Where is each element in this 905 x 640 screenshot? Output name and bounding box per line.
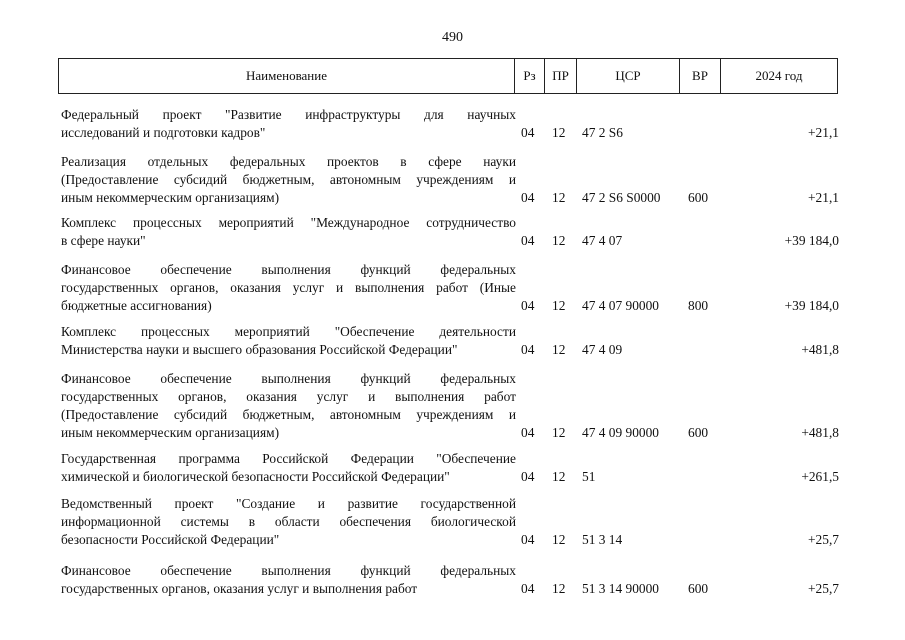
row-csr: 51 — [582, 469, 596, 484]
row-vr: 600 — [688, 425, 709, 440]
row-rz: 04 — [521, 190, 535, 205]
row-name — [61, 450, 516, 486]
row-rz: 04 — [521, 581, 535, 596]
row-pr: 12 — [552, 190, 566, 205]
row-rz: 04 — [521, 298, 535, 313]
row-rz: 04 — [521, 125, 535, 140]
row-name — [61, 214, 516, 250]
row-name-line: Министерства науки и высшего образования Российской Федерации" — [61, 342, 458, 357]
row-name-line: Комплекс процессных мероприятий "Обеспечение деятельности — [61, 324, 516, 339]
row-amount: +25,7 — [808, 532, 839, 547]
row-pr: 12 — [552, 125, 566, 140]
row-name-line: иным некоммерческим организациям) — [61, 190, 280, 205]
row-csr: 47 2 S6 — [582, 125, 623, 140]
row-amount: +481,8 — [801, 342, 839, 357]
row-name — [61, 495, 516, 549]
row-pr: 12 — [552, 233, 566, 248]
row-rz: 04 — [521, 342, 535, 357]
row-vr: 600 — [688, 581, 709, 596]
row-amount: +261,5 — [801, 469, 839, 484]
page-number: 490 — [442, 30, 463, 45]
row-amount: +481,8 — [801, 425, 839, 440]
row-name-line: Федеральный проект "Развитие инфраструктуры для научных — [61, 107, 516, 122]
row-name-line: государственных органов, оказания услуг и выполнения работ — [61, 581, 418, 596]
row-name-line: Реализация отдельных федеральных проектов в сфере науки — [61, 154, 516, 169]
row-csr: 47 4 09 90000 — [582, 425, 659, 440]
row-name-line: исследований и подготовки кадров" — [61, 125, 266, 140]
row-csr: 47 2 S6 S0000 — [582, 190, 661, 205]
row-name — [61, 261, 516, 315]
header-pr: ПР — [545, 59, 577, 94]
row-amount: +21,1 — [808, 125, 839, 140]
header-vr: ВР — [680, 59, 721, 94]
row-pr: 12 — [552, 581, 566, 596]
row-rz: 04 — [521, 469, 535, 484]
row-pr: 12 — [552, 298, 566, 313]
row-vr: 600 — [688, 190, 709, 205]
row-name — [61, 562, 516, 598]
row-rz: 04 — [521, 233, 535, 248]
row-name-line: Финансовое обеспечение выполнения функций федеральных — [61, 371, 516, 386]
row-name-line: Государственная программа Российской Федерации "Обеспечение — [61, 451, 516, 466]
row-name-line: химической и биологической безопасности Российской Федерации" — [61, 469, 450, 484]
row-name-line: Финансовое обеспечение выполнения функций федеральных — [61, 262, 516, 277]
row-csr: 47 4 09 — [582, 342, 623, 357]
row-csr: 47 4 07 — [582, 233, 623, 248]
row-name — [61, 323, 516, 359]
header-rz: Рз — [515, 59, 545, 94]
header-year: 2024 год — [721, 59, 838, 94]
row-name-line: иным некоммерческим организациям) — [61, 425, 280, 440]
row-amount: +39 184,0 — [784, 233, 839, 248]
row-amount: +21,1 — [808, 190, 839, 205]
row-pr: 12 — [552, 342, 566, 357]
row-csr: 47 4 07 90000 — [582, 298, 659, 313]
row-name — [61, 106, 516, 142]
row-name-line: государственных органов, оказания услуг и выполнения работ (Иные — [61, 280, 516, 295]
row-name-line: в сфере науки" — [61, 233, 146, 248]
header-name: Наименование — [59, 59, 515, 94]
row-pr: 12 — [552, 425, 566, 440]
row-name-line: безопасности Российской Федерации" — [61, 532, 280, 547]
row-name-line: бюджетные ассигнования) — [61, 298, 212, 313]
row-amount: +39 184,0 — [784, 298, 839, 313]
row-amount: +25,7 — [808, 581, 839, 596]
row-name-line: Комплекс процессных мероприятий "Международное сотрудничество — [61, 215, 516, 230]
row-name — [61, 153, 516, 207]
row-csr: 51 3 14 90000 — [582, 581, 659, 596]
row-name-line: (Предоставление субсидий бюджетным, автономным учреждениям и — [61, 172, 516, 187]
row-name-line: (Предоставление субсидий бюджетным, автономным учреждениям и — [61, 407, 516, 422]
row-pr: 12 — [552, 532, 566, 547]
row-name-line: информационной системы в области обеспечения биологической — [61, 514, 516, 529]
row-csr: 51 3 14 — [582, 532, 623, 547]
row-rz: 04 — [521, 532, 535, 547]
row-pr: 12 — [552, 469, 566, 484]
table-header — [58, 58, 838, 94]
row-name-line: Ведомственный проект "Создание и развитие государственной — [61, 496, 516, 511]
row-vr: 800 — [688, 298, 709, 313]
row-name-line: Финансовое обеспечение выполнения функций федеральных — [61, 563, 516, 578]
row-name-line: государственных органов, оказания услуг и выполнения работ — [61, 389, 516, 404]
header-csr: ЦСР — [577, 59, 680, 94]
row-rz: 04 — [521, 425, 535, 440]
row-name — [61, 370, 516, 442]
